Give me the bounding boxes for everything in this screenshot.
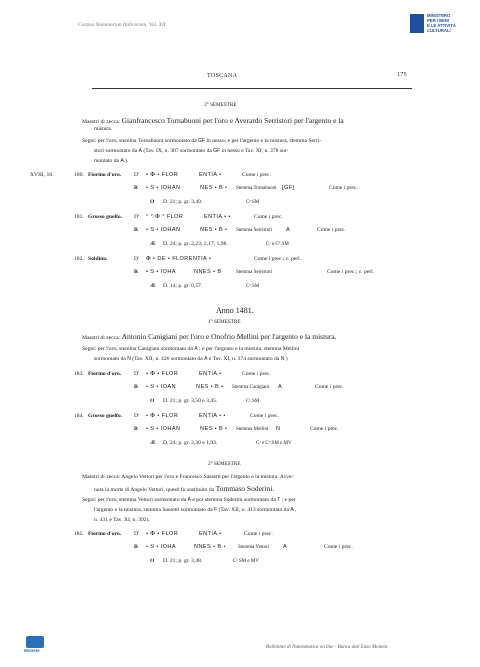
- obverse-legend: • ✠ • FLOR: [146, 371, 179, 377]
- reverse-comparison: Come i prec.: [310, 426, 339, 432]
- reverse-mark: R: [134, 269, 139, 275]
- coin-detail: D. 14; p. gr. 0,57.: [163, 283, 203, 289]
- obverse-legend-2: ENTIA •: [199, 371, 222, 377]
- reverse-legend-2: NES • B •: [200, 227, 228, 233]
- page-number: 175: [397, 72, 407, 78]
- reverse-legend: • S • IOHAN: [146, 227, 181, 233]
- signs-line-3: montato da A ).: [94, 158, 129, 164]
- semester-heading: 1° SEMESTRE: [208, 319, 241, 325]
- monete-logo-text: Monete: [24, 648, 40, 653]
- reverse-legend-2: NNES • B •: [194, 544, 226, 550]
- reverse-legend: • S • IOHAN: [146, 426, 181, 432]
- obverse-mark: D': [134, 214, 140, 220]
- reverse-comparison: Come i prec.; c. perl.: [327, 269, 375, 275]
- entry-number: 184.: [74, 413, 84, 419]
- reverse-stemma: Stemma Tornabuoni: [236, 186, 277, 191]
- entry-number: 185.: [74, 531, 84, 537]
- reverse-legend: • S • IOHA: [146, 269, 176, 275]
- obverse-comparison: Come i prec.: [244, 531, 273, 537]
- metal-mark: Æ: [150, 283, 156, 289]
- coin-detail: D. 24; p. gr. 2,23; 2,17; 1,98.: [163, 241, 228, 247]
- signs-line-1: Segni: per l'oro, stemma Vettori sormontato da A e poi stemma Soderini sormontato da T ; e per: [82, 497, 296, 503]
- obverse-comparison: Come i prec.: [242, 172, 271, 178]
- reverse-mark: R: [134, 185, 139, 191]
- reverse-mark: R: [134, 426, 139, 432]
- obverse-comparison: Come i prec.; c. perl.: [254, 256, 302, 262]
- collection: Cᵃ SM e MV: [233, 559, 259, 564]
- metal-mark: O: [150, 398, 155, 404]
- obverse-legend-2: ENTIA • •: [199, 413, 226, 419]
- plate-reference: XVIII, 18.: [30, 172, 54, 178]
- obverse-legend: • ✠ • FLOR: [146, 531, 179, 537]
- collection: Cᵃ e Cᵇ SM e MV: [256, 441, 292, 446]
- obverse-mark: D': [134, 172, 140, 178]
- signs-line-2: sormontato da N (Tav. XII, n. 426 sormontato da A e Tav. XI, n. 374 sormontato da N ): [94, 356, 288, 362]
- obverse-mark: D': [134, 371, 140, 377]
- footer-text: Bollettino di Numismatica on line - Banca dati Enzo Moneta: [266, 645, 388, 650]
- obverse-comparison: Come i prec.: [242, 371, 271, 377]
- coin-detail: D. 21; p. gr. 3,48.: [163, 558, 203, 564]
- masters-line: Maestri di zecca: Angelo Vettori per l'oro e Francesco Sassetti per l'argento e la mistura. Avve-: [82, 474, 294, 480]
- ministry-logo-text: MINISTERO PER I BENI E LE ATTIVITÀ CULTURALI: [427, 13, 456, 33]
- reverse-sign: [GF]: [282, 185, 295, 191]
- reverse-sign: N: [276, 426, 281, 432]
- metal-mark: Æ: [150, 440, 156, 446]
- obverse-legend: ✠ • DE • FLORENTIA •: [146, 256, 212, 262]
- reverse-stemma: Stemma Vettori: [238, 545, 270, 550]
- reverse-comparison: Come i prec.: [315, 384, 344, 390]
- entry-number: 182.: [74, 256, 84, 262]
- masters-line: Maestri di zecca: Antonio Canigiani per l'oro e Onofrio Mellini per l'argento e la mistura.: [82, 332, 337, 341]
- obverse-comparison: Come i prec.: [250, 413, 279, 419]
- entry-number: 181.: [74, 214, 84, 220]
- reverse-legend-2: NES • B •: [196, 384, 224, 390]
- reverse-legend: • S • IOAN: [146, 384, 176, 390]
- journal-title: Corpus Nummorum Italicorum, Vol. XII: [78, 22, 166, 28]
- obverse-comparison: Come i prec.: [254, 214, 283, 220]
- section-title: TOSCANA: [207, 73, 238, 79]
- obverse-mark: D': [134, 531, 140, 537]
- semester-heading: 2° SEMESTRE: [204, 102, 237, 108]
- signs-line-1: Segni: per l'oro, stemma Tornabuoni sormontato da GF in nesso; e per l'argento e la mistura, stemma Serri-: [82, 138, 322, 144]
- ministry-logo-icon: [410, 14, 424, 33]
- reverse-comparison: Come i prec.: [329, 185, 358, 191]
- obverse-legend-2: ENTIA •: [199, 531, 222, 537]
- metal-mark: Æ: [150, 241, 156, 247]
- reverse-legend: • S • IOHA: [146, 544, 176, 550]
- obverse-legend-2: ENTIA •: [199, 172, 222, 178]
- reverse-legend-2: NES • B •: [200, 185, 228, 191]
- coin-detail: D. 24; p. gr. 2,30 e 1,93.: [163, 440, 218, 446]
- denomination: Soldino.: [88, 256, 108, 262]
- signs-line-3: n. 431 e Tav. XI, n. 392).: [94, 517, 150, 523]
- denomination: Grosso guelfo.: [88, 214, 123, 220]
- year-heading: Anno 1481.: [216, 306, 254, 315]
- masters-line-2: mistura.: [94, 126, 113, 132]
- reverse-mark: R: [134, 384, 139, 390]
- masters-line: Maestri di zecca: Gianfrancesco Tornabuoni per l'oro e Averardo Serristori per l'argento e la: [82, 116, 344, 125]
- obverse-mark: D': [134, 413, 140, 419]
- reverse-comparison: Come i prec.: [317, 227, 346, 233]
- denomination: Fiorino d'oro.: [88, 531, 122, 537]
- monete-logo-icon: [26, 636, 44, 648]
- reverse-mark: R: [134, 544, 139, 550]
- denomination: Fiorino d'oro.: [88, 172, 122, 178]
- denomination: Grosso guelfo.: [88, 413, 123, 419]
- obverse-legend-2: ENTIA • •: [204, 214, 231, 220]
- entry-number: 183.: [74, 371, 84, 377]
- obverse-legend: • ✠ • FLOR: [146, 413, 179, 419]
- coin-detail: D. 21; p. gr. 3,50 e 3,45.: [163, 398, 218, 404]
- signs-line-2: stori sormontato da A (Tav. IX, n. 307 sormontato da GF in nesso e Tav. XI, n. 378 sor-: [94, 148, 289, 154]
- collection: Cᵃ SM: [246, 200, 260, 205]
- reverse-stemma: Stemma Mellini: [236, 427, 269, 432]
- reverse-comparison: Come i prec.: [324, 544, 353, 550]
- reverse-stemma: Stemma Serristori: [236, 228, 273, 233]
- obverse-legend: • ✠ • FLOR: [146, 172, 179, 178]
- reverse-stemma: Stemma Serristori: [236, 270, 273, 275]
- collection: Cᵃ SM: [246, 399, 260, 404]
- signs-line-1: Segni: per l'oro, stemma Canigiani sormontato da A ; e per l'argento e la mistura, stemma Mellini: [82, 346, 300, 352]
- metal-mark: O: [150, 199, 155, 205]
- reverse-legend-2: NNES • B: [194, 269, 222, 275]
- obverse-mark: D': [134, 256, 140, 262]
- masters-line-2: nuta la morte di Angelo Vettori, questi fu sostituito da Tommaso Soderini.: [94, 484, 275, 493]
- reverse-sign: A: [286, 227, 291, 233]
- entry-number: 180.: [74, 172, 84, 178]
- obverse-legend: ° ° ✠ ° FLOR: [146, 214, 184, 220]
- reverse-stemma: Stemma Canigiani: [232, 385, 270, 390]
- coin-detail: D. 21; p. gr. 3,49.: [163, 199, 203, 205]
- header-rule: [92, 88, 412, 89]
- collection: Cᵃ e Cᵇ SM: [266, 242, 289, 247]
- reverse-sign: A: [283, 544, 288, 550]
- reverse-sign: A: [278, 384, 283, 390]
- denomination: Fiorino d'oro.: [88, 371, 122, 377]
- collection: Cᵃ SM: [246, 284, 260, 289]
- reverse-legend: • S • IOHAN: [146, 185, 181, 191]
- reverse-legend-2: NES • B •: [200, 426, 228, 432]
- signs-line-2: l'argento e la mistura, stemma Sassetti sormontato da F (Tav. XII, n. 413 sormontato da A ,: [94, 507, 297, 513]
- semester-heading: 2° SEMESTRE: [208, 461, 241, 467]
- reverse-mark: R: [134, 227, 139, 233]
- metal-mark: O: [150, 558, 155, 564]
